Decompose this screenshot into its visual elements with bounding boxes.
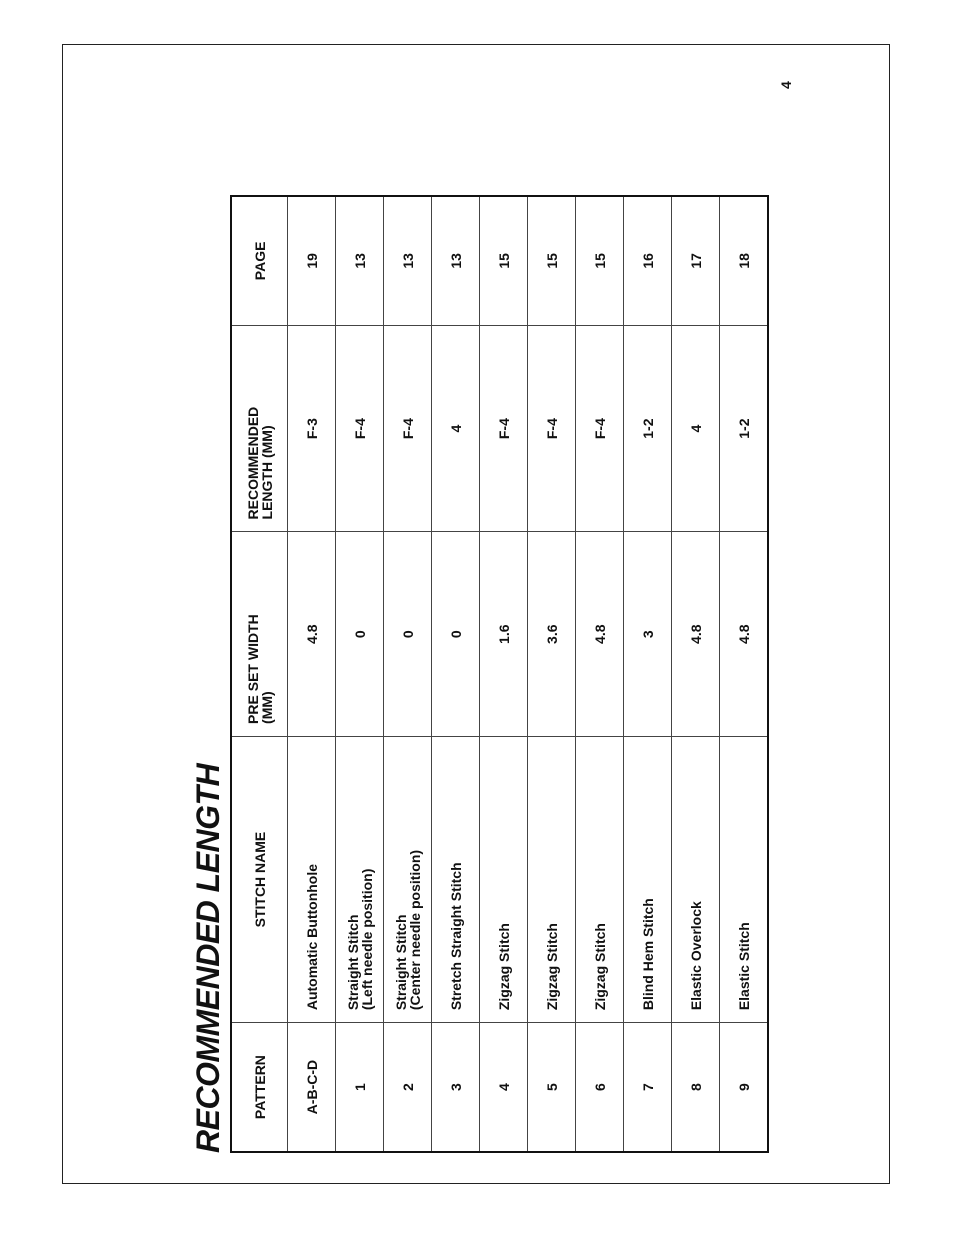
table-row bbox=[432, 196, 480, 1152]
table-row bbox=[720, 196, 769, 1152]
cell-length: F-3 bbox=[288, 325, 336, 532]
cell-width: 0 bbox=[384, 532, 432, 736]
header-recommended-length-line1: RECOMMENDED bbox=[244, 406, 261, 520]
cell-length: F-4 bbox=[576, 325, 624, 532]
cell-length: F-4 bbox=[480, 325, 528, 532]
cell-stitch-name-line1: Elastic Stitch bbox=[735, 922, 752, 1011]
cell-width: 4.8 bbox=[720, 532, 769, 736]
cell-stitch-name bbox=[720, 736, 769, 1022]
cell-width: 4.8 bbox=[672, 532, 720, 736]
cell-page: 15 bbox=[528, 196, 576, 325]
cell-stitch-name bbox=[288, 736, 336, 1022]
table-row bbox=[576, 196, 624, 1152]
cell-length: F-4 bbox=[336, 325, 384, 532]
header-pattern: PATTERN bbox=[231, 1023, 288, 1152]
cell-stitch-name-line1: Zigzag Stitch bbox=[591, 923, 608, 1011]
cell-page: 15 bbox=[576, 196, 624, 325]
cell-pattern: A-B-C-D bbox=[288, 1023, 336, 1152]
cell-stitch-name-line1: Zigzag Stitch bbox=[495, 923, 512, 1011]
cell-stitch-name bbox=[432, 736, 480, 1022]
cell-width: 3 bbox=[624, 532, 672, 736]
cell-width: 4.8 bbox=[288, 532, 336, 736]
table-row bbox=[480, 196, 528, 1152]
cell-width: 3.6 bbox=[528, 532, 576, 736]
cell-page: 17 bbox=[672, 196, 720, 325]
cell-page: 18 bbox=[720, 196, 769, 325]
cell-width: 1.6 bbox=[480, 532, 528, 736]
cell-stitch-name-line1: Straight Stitch bbox=[344, 914, 361, 1011]
cell-stitch-name-line2: (Center needle position) bbox=[406, 849, 423, 1011]
cell-length: 1-2 bbox=[624, 325, 672, 532]
cell-stitch-name-line1: Zigzag Stitch bbox=[543, 923, 560, 1011]
header-recommended-length bbox=[231, 325, 288, 532]
table-row bbox=[624, 196, 672, 1152]
cell-page: 13 bbox=[336, 196, 384, 325]
table-row bbox=[336, 196, 384, 1152]
cell-page: 16 bbox=[624, 196, 672, 325]
cell-stitch-name-line2: (Left needle position) bbox=[358, 868, 375, 1011]
rotated-content bbox=[190, 81, 794, 1155]
cell-pattern: 7 bbox=[624, 1023, 672, 1152]
cell-stitch-name bbox=[576, 736, 624, 1022]
cell-page: 13 bbox=[384, 196, 432, 325]
cell-pattern: 5 bbox=[528, 1023, 576, 1152]
cell-stitch-name bbox=[528, 736, 576, 1022]
table-row bbox=[672, 196, 720, 1152]
cell-stitch-name bbox=[624, 736, 672, 1022]
cell-page: 19 bbox=[288, 196, 336, 325]
table-header-row bbox=[231, 196, 288, 1152]
cell-stitch-name bbox=[672, 736, 720, 1022]
cell-pattern: 9 bbox=[720, 1023, 769, 1152]
cell-stitch-name-line1: Stretch Straight Stitch bbox=[447, 862, 464, 1011]
cell-pattern: 1 bbox=[336, 1023, 384, 1152]
cell-pattern: 8 bbox=[672, 1023, 720, 1152]
cell-pattern: 3 bbox=[432, 1023, 480, 1152]
header-recommended-length-line2: LENGTH (MM) bbox=[258, 425, 275, 520]
header-preset-width bbox=[231, 532, 288, 736]
cell-length: 4 bbox=[672, 325, 720, 532]
cell-length: 4 bbox=[432, 325, 480, 532]
cell-stitch-name-line1: Straight Stitch bbox=[392, 914, 409, 1011]
recommended-length-table bbox=[230, 195, 769, 1153]
cell-pattern: 2 bbox=[384, 1023, 432, 1152]
cell-pattern: 4 bbox=[480, 1023, 528, 1152]
header-preset-width-line1: PRE SET WIDTH bbox=[244, 614, 261, 724]
table-row bbox=[528, 196, 576, 1152]
header-stitch-name: STITCH NAME bbox=[231, 736, 288, 1022]
cell-length: 1-2 bbox=[720, 325, 769, 532]
cell-stitch-name bbox=[480, 736, 528, 1022]
cell-width: 0 bbox=[432, 532, 480, 736]
header-preset-width-line2: (MM) bbox=[258, 691, 275, 724]
cell-length: F-4 bbox=[384, 325, 432, 532]
table-row bbox=[288, 196, 336, 1152]
cell-stitch-name-line1: Automatic Buttonhole bbox=[303, 863, 320, 1011]
cell-pattern: 6 bbox=[576, 1023, 624, 1152]
cell-stitch-name-line1: Elastic Overlock bbox=[687, 901, 704, 1011]
cell-stitch-name bbox=[384, 736, 432, 1022]
table-row bbox=[384, 196, 432, 1152]
header-page: PAGE bbox=[231, 196, 288, 325]
page-number: 4 bbox=[778, 81, 794, 89]
cell-stitch-name-line1: Blind Hem Stitch bbox=[639, 898, 656, 1011]
cell-length: F-4 bbox=[528, 325, 576, 532]
cell-page: 13 bbox=[432, 196, 480, 325]
page-title: RECOMMENDED LENGTH bbox=[190, 763, 226, 1153]
cell-width: 0 bbox=[336, 532, 384, 736]
cell-width: 4.8 bbox=[576, 532, 624, 736]
cell-page: 15 bbox=[480, 196, 528, 325]
cell-stitch-name bbox=[336, 736, 384, 1022]
